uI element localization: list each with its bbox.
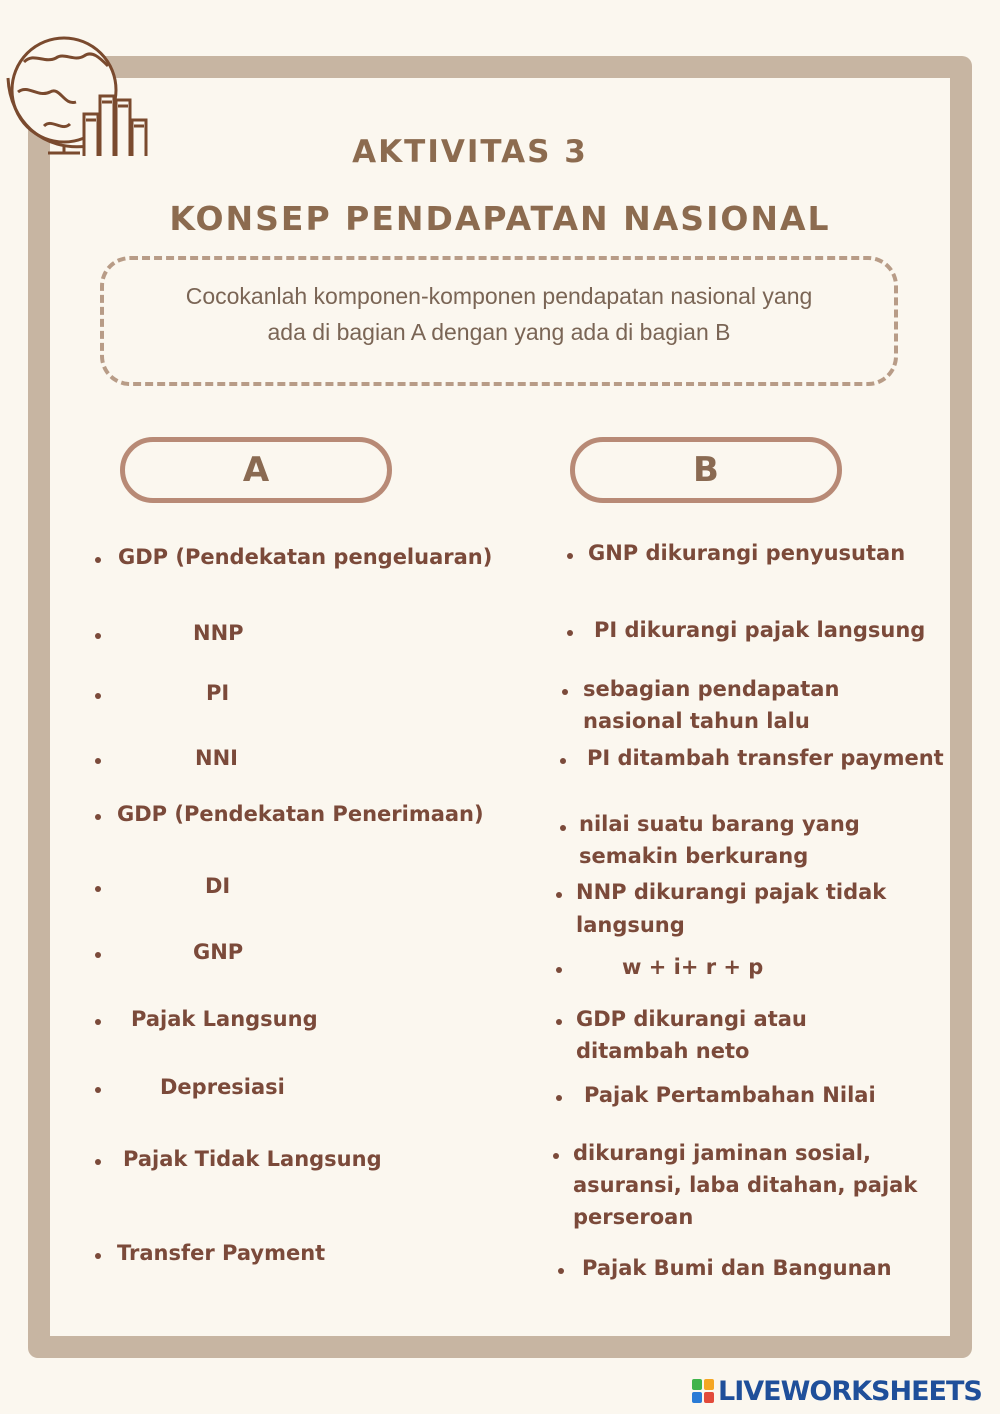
column-a-item[interactable]: Pajak Langsung <box>131 1007 318 1031</box>
column-b-item-cont: perseroan <box>573 1205 694 1229</box>
bullet-b-9 <box>556 1095 562 1101</box>
bullet-a-1 <box>95 557 101 563</box>
bullet-a-3 <box>95 693 101 699</box>
page-subtitle: KONSEP PENDAPATAN NASIONAL <box>169 199 831 238</box>
bullet-b-2 <box>567 630 573 636</box>
bullet-a-5 <box>95 814 101 820</box>
column-a-item[interactable]: DI <box>205 874 231 898</box>
column-b-item-cont: langsung <box>576 913 685 937</box>
column-b-header: B <box>570 437 842 503</box>
page-title: AKTIVITAS 3 <box>352 134 588 170</box>
bullet-b-7 <box>556 967 562 973</box>
bullet-a-6 <box>95 886 101 892</box>
column-b-item-cont: semakin berkurang <box>579 844 809 868</box>
column-a-item[interactable]: PI <box>206 681 230 705</box>
column-a-item[interactable]: GDP (Pendekatan pengeluaran) <box>118 545 493 569</box>
bullet-a-4 <box>95 758 101 764</box>
bullet-a-2 <box>95 633 101 639</box>
column-a-item[interactable]: Depresiasi <box>160 1075 285 1099</box>
column-a-item[interactable]: GNP <box>193 940 244 964</box>
column-a-item[interactable]: Transfer Payment <box>117 1241 326 1265</box>
column-a-item[interactable]: GDP (Pendekatan Penerimaan) <box>117 802 484 826</box>
instruction-line-1: Cocokanlah komponen-komponen pendapatan nasional yang <box>185 283 813 309</box>
column-b-item-cont: ditambah neto <box>576 1039 750 1063</box>
column-a-header: A <box>120 437 392 503</box>
liveworksheets-icon <box>692 1379 714 1403</box>
bullet-a-10 <box>95 1159 101 1165</box>
column-b-item[interactable]: sebagian pendapatan <box>583 677 840 701</box>
bullet-a-11 <box>95 1253 101 1259</box>
liveworksheets-brand: LIVEWORKSHEETS <box>718 1375 982 1407</box>
column-b-item[interactable]: GDP dikurangi atau <box>576 1007 807 1031</box>
column-b-item[interactable]: GNP dikurangi penyusutan <box>588 541 906 565</box>
column-b-item[interactable]: w + i+ r + p <box>622 955 764 979</box>
bullet-a-7 <box>95 952 101 958</box>
bullet-b-11 <box>558 1268 564 1274</box>
column-a-item[interactable]: NNI <box>195 746 238 770</box>
column-b-item[interactable]: dikurangi jaminan sosial, <box>573 1141 871 1165</box>
column-b-item[interactable]: NNP dikurangi pajak tidak <box>576 880 887 904</box>
column-b-item[interactable]: nilai suatu barang yang <box>579 812 860 836</box>
column-b-item[interactable]: Pajak Pertambahan Nilai <box>584 1083 876 1107</box>
column-b-item[interactable]: Pajak Bumi dan Bangunan <box>582 1256 892 1280</box>
bullet-b-3 <box>562 689 568 695</box>
column-b-item-cont: asuransi, laba ditahan, pajak <box>573 1173 918 1197</box>
column-b-item[interactable]: PI dikurangi pajak langsung <box>594 618 926 642</box>
bullet-a-9 <box>95 1087 101 1093</box>
column-b-item[interactable]: PI ditambah transfer payment <box>587 746 944 770</box>
instruction-line-2: ada di bagian A dengan yang ada di bagian B <box>267 319 731 345</box>
column-a-item[interactable]: NNP <box>193 621 244 645</box>
bullet-b-5 <box>560 825 566 831</box>
bullet-b-4 <box>560 758 566 764</box>
bullet-a-8 <box>95 1019 101 1025</box>
bullet-b-10 <box>553 1153 559 1159</box>
instruction-box <box>100 256 898 386</box>
column-b-item-cont: nasional tahun lalu <box>583 709 810 733</box>
bullet-b-1 <box>567 553 573 559</box>
column-a-item[interactable]: Pajak Tidak Langsung <box>123 1147 382 1171</box>
bullet-b-6 <box>556 892 562 898</box>
bullet-b-8 <box>556 1019 562 1025</box>
liveworksheets-logo[interactable] <box>692 1374 982 1408</box>
